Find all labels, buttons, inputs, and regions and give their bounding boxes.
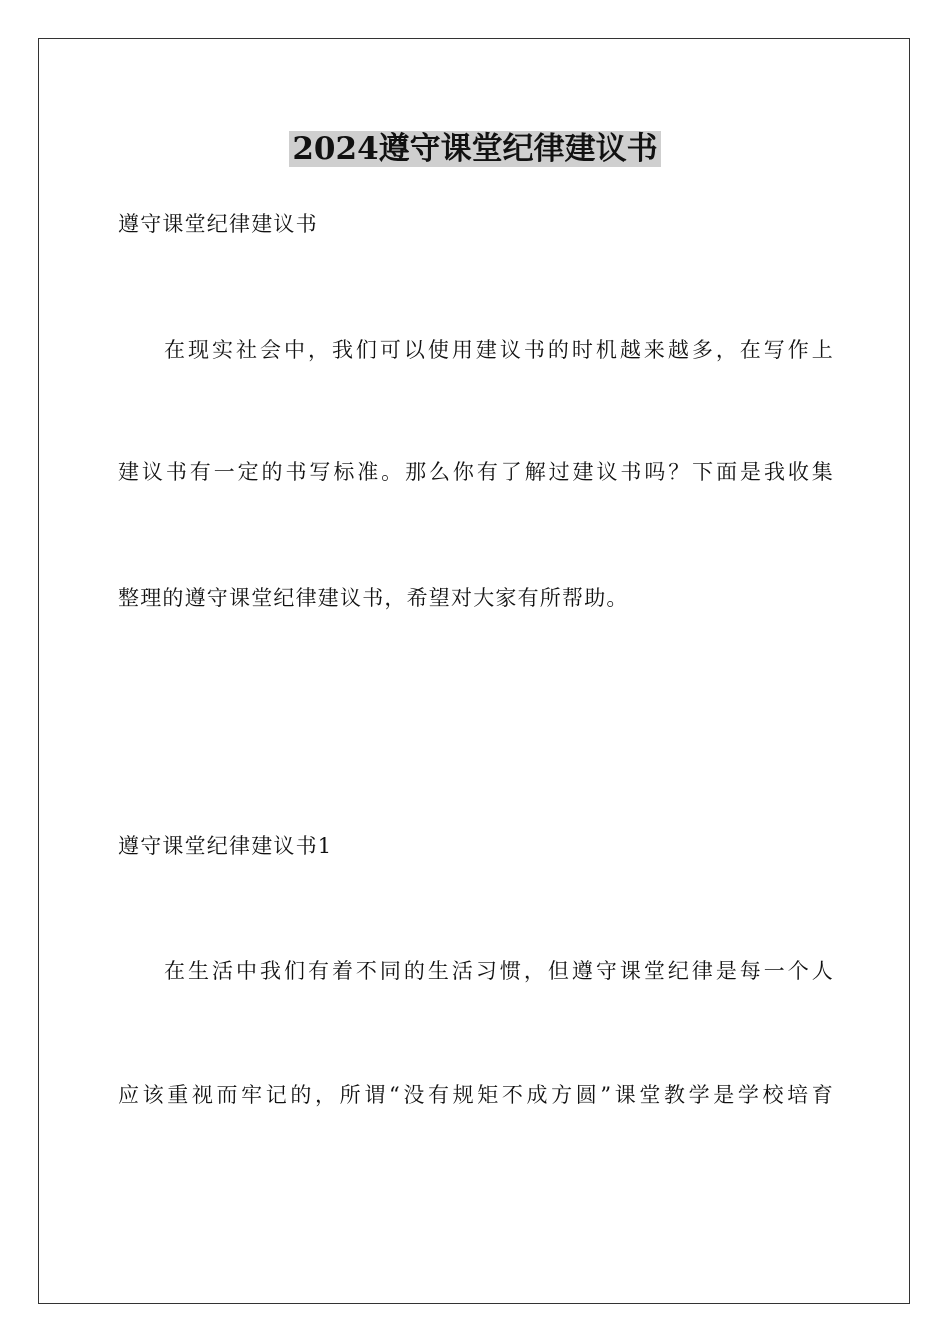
intro-line-2: 建议书有一定的书写标准。那么你有了解过建议书吗？下面是我收集 [118,460,834,484]
document-subtitle: 遵守课堂纪律建议书 [118,212,318,236]
document-title [0,126,950,172]
section-line-1: 在生活中我们有着不同的生活习惯，但遵守课堂纪律是每一个人 [164,959,834,983]
intro-line-3: 整理的遵守课堂纪律建议书，希望对大家有所帮助。 [118,586,629,610]
document-title-text: 2024遵守课堂纪律建议书 [289,131,660,167]
section-heading: 遵守课堂纪律建议书1 [118,834,333,858]
intro-line-1: 在现实社会中，我们可以使用建议书的时机越来越多，在写作上 [164,338,834,362]
section-line-2: 应该重视而牢记的，所谓“没有规矩不成方圆”课堂教学是学校培育 [118,1083,834,1107]
